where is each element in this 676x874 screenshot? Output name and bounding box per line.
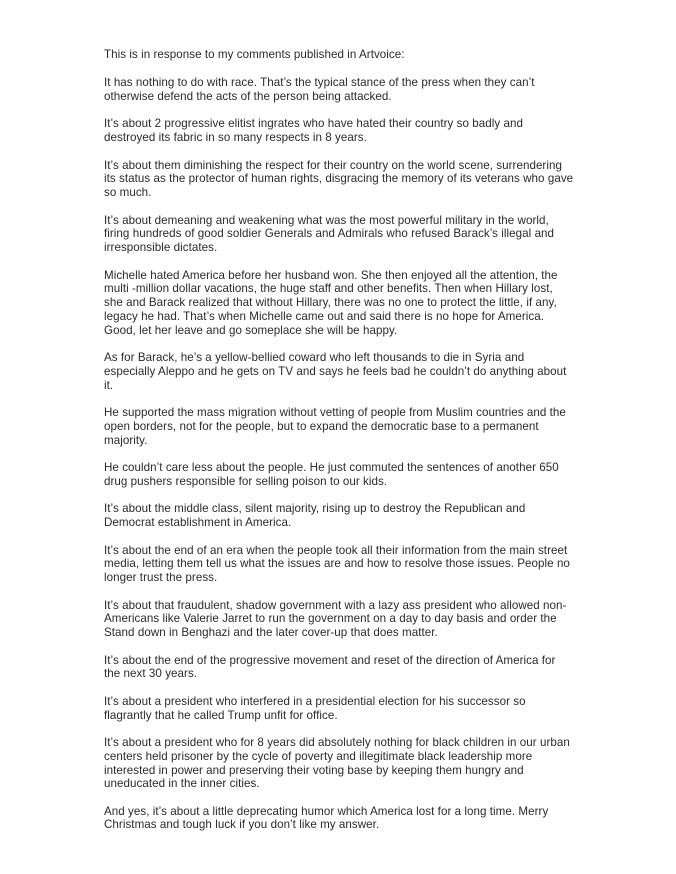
- paragraph-migration: He supported the mass migration without vetting of people from Muslim countries and the open borders, not for the people, but to expand the democratic base to a permanent majority.: [104, 406, 566, 447]
- paragraph-election: It’s about a president who interfered in a presidential election for his successor so flagrantly that he called Trump unfit for office.: [104, 694, 526, 722]
- paragraph-shadow-government: It’s about that fraudulent, shadow government with a lazy ass president who allowed non-Americans like Valerie Jarret to run the government on a day to day basis and order the Stand down in Benghazi and the later cover-up that does matter.: [104, 598, 567, 640]
- paragraph-middle-class: It’s about the middle class, silent majority, rising up to destroy the Republican and Democrat establishment in America.: [104, 502, 526, 530]
- paragraph-ingrates: It’s about 2 progressive elitist ingrates who have hated their country so badly and destroyed its fabric in so many respects in 8 years.: [104, 117, 523, 145]
- paragraph-military: It’s about demeaning and weakening what was the most powerful military in the world, firing hundreds of good soldier Generals and Admirals who refused Barack’s illegal and irresponsible dictates.: [104, 213, 555, 255]
- paragraph-commuted: He couldn’t care less about the people. He just commuted the sentences of another 650 drug pushers responsible for selling poison to our kids.: [104, 461, 559, 488]
- intro-line: This is in response to my comments published in Artvoice:: [104, 48, 405, 61]
- paragraph-urban-centers: It’s about a president who for 8 years did absolutely nothing for black children in our urban centers held prisoner by the cycle of poverty and illegitimate black leadership more interested in power and preserving their voting base by keeping them hungry and uneducated in the inner cities.: [104, 735, 570, 791]
- paragraph-barack: As for Barack, he’s a yellow-bellied coward who left thousands to die in Syria and especially Aleppo and he gets on TV and says he feels bad he couldn’t do anything about it.: [104, 351, 567, 392]
- paragraph-closing: And yes, it’s about a little deprecating humor which America lost for a long time. Merry Christmas and tough luck if you don’t like my answer.: [104, 804, 549, 832]
- paragraph-race: It has nothing to do with race. That’s the typical stance of the press when they can’t otherwise defend the acts of the person being attacked.: [104, 76, 535, 104]
- paragraph-progressive-end: It’s about the end of the progressive movement and reset of the direction of America for the next 30 years.: [104, 653, 556, 681]
- paragraph-world-scene: It’s about them diminishing the respect for their country on the world scene, surrendering its status as the protector of human rights, disgracing the memory of its veterans who gave so much.: [104, 158, 574, 200]
- document-page: [104, 48, 574, 846]
- paragraph-michelle: Michelle hated America before her husband won. She then enjoyed all the attention, the multi -million dollar vacations, the huge staff and other benefits. Then when Hillary lost, she and Barack realized that without Hillary, there was no one to protect the little, if any, legacy he had. That’s when Michelle came out and said there is no hope for America. Good, let her leave and go someplace she will be happy.: [104, 268, 558, 337]
- paragraph-media: It’s about the end of an era when the people took all their information from the main street media, letting them tell us what the issues are and how to resolve those issues. People no longer trust the press.: [104, 543, 570, 585]
